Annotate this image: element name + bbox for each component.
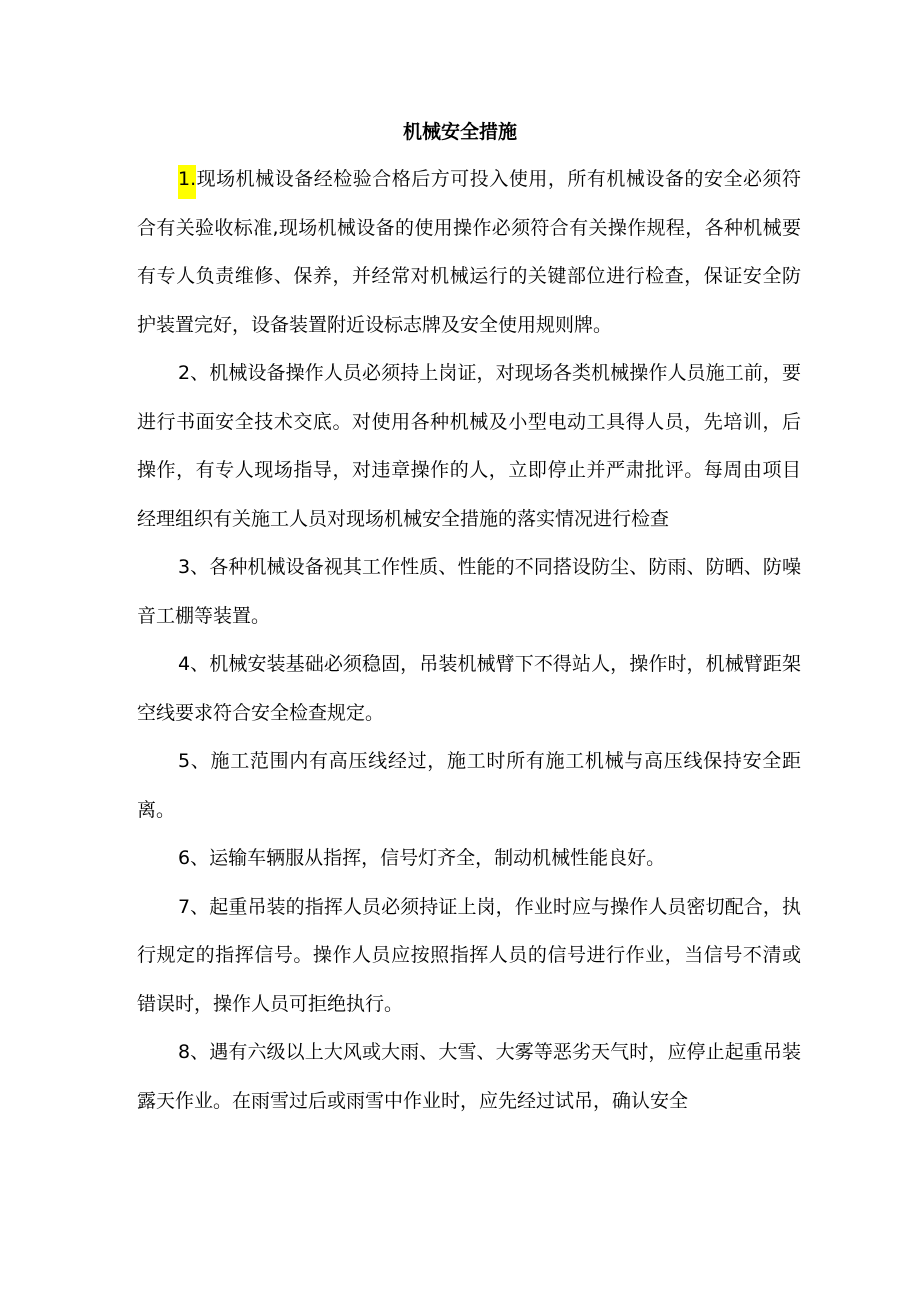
paragraph-text: 运输车辆服从指挥，信号灯齐全，制动机械性能良好。 [209, 847, 666, 869]
paragraph-6 [137, 834, 801, 883]
paragraph-8 [137, 1028, 801, 1125]
paragraph-4 [137, 640, 801, 737]
paragraph-text: 机械设备操作人员必须持上岗证，对现场各类机械操作人员施工前，要进行书面安全技术交底。对使用各种机械及小型电动工具得人员，先培训，后操作，有专人现场指导，对违章操作的人，立即停止并严肃批评。每周由项目经理组织有关施工人员对现场机械安全措施的落实情况进行检查 [137, 362, 801, 530]
paragraph-marker: 2、 [178, 362, 210, 384]
paragraph-marker-highlighted: 1. [178, 165, 196, 199]
paragraph-marker: 8、 [178, 1041, 210, 1063]
document-title: 机械安全措施 [402, 121, 517, 143]
paragraph-text: 现场机械设备经检验合格后方可投入使用，所有机械设备的安全必须符合有关验收标准,现场机械设备的使用操作必须符合有关操作规程，各种机械要有专人负责维修、保养，并经常对机械运行的关键部位进行检查，保证安全防护装置完好，设备装置附近设标志牌及安全使用规则牌。 [137, 168, 801, 336]
paragraph-text: 各种机械设备视其工作性质、性能的不同搭设防尘、防雨、防晒、防噪音工棚等装置。 [137, 556, 801, 627]
paragraph-text: 机械安装基础必须稳固，吊装机械臂下不得站人，操作时，机械臂距架空线要求符合安全检查规定。 [137, 653, 801, 724]
document-body [137, 155, 801, 1125]
paragraph-text: 遇有六级以上大风或大雨、大雪、大雾等恶劣天气时，应停止起重吊装露天作业。在雨雪过后或雨雪中作业时，应先经过试吊，确认安全 [137, 1041, 801, 1112]
paragraph-marker: 7、 [178, 895, 210, 918]
paragraph-1 [137, 155, 801, 349]
paragraph-3 [137, 543, 801, 640]
paragraph-2 [137, 349, 801, 543]
paragraph-marker: 4、 [178, 653, 210, 675]
paragraph-5 [137, 737, 801, 834]
paragraph-marker: 6、 [178, 847, 210, 869]
paragraph-7 [137, 883, 801, 1029]
paragraph-marker: 3、 [178, 556, 210, 578]
paragraph-marker: 5、 [178, 750, 211, 772]
paragraph-text: 施工范围内有高压线经过，施工时所有施工机械与高压线保持安全距离。 [137, 750, 801, 821]
paragraph-text: 起重吊装的指挥人员必须持证上岗，作业时应与操作人员密切配合，执行规定的指挥信号。操作人员应按照指挥人员的信号进行作业，当信号不清或错误时，操作人员可拒绝执行。 [137, 895, 801, 1015]
